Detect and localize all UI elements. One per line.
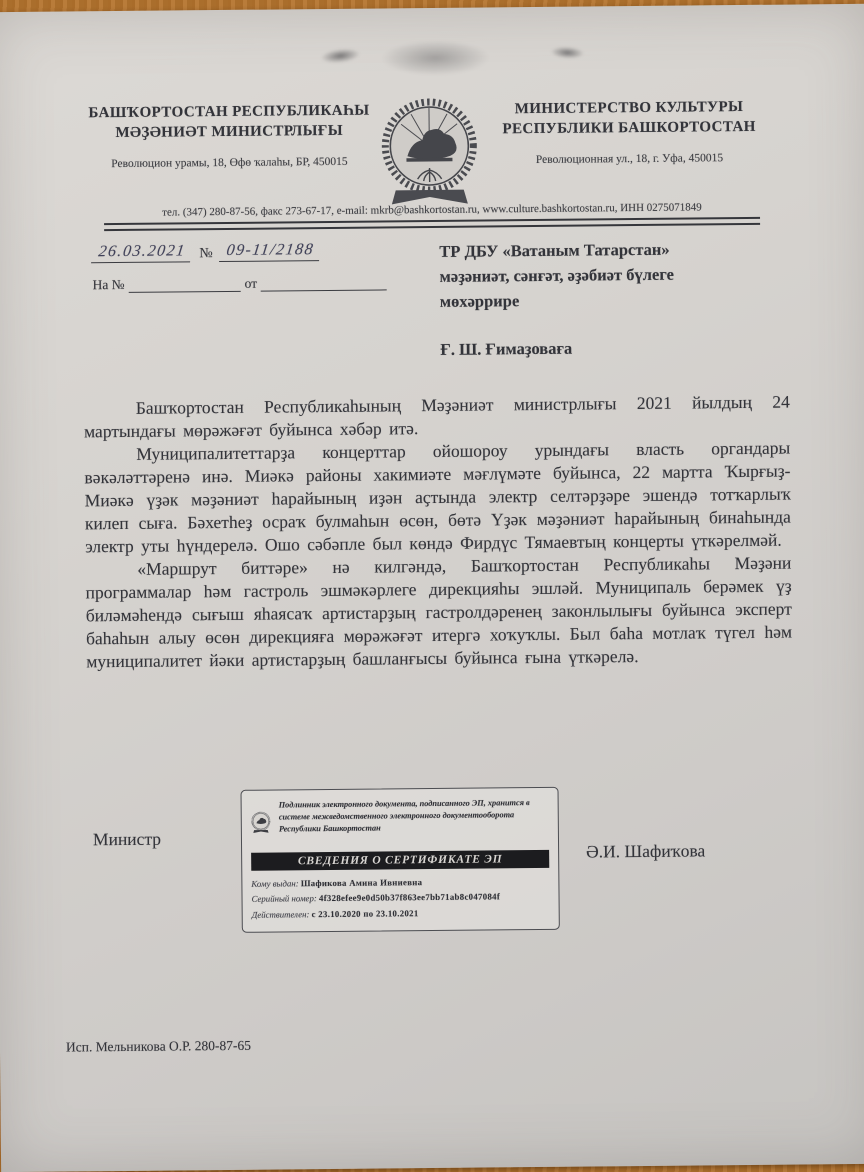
handwritten-date: 26.03.2021 [91,242,193,263]
stamp-header [251,795,549,848]
reply-number-blank [129,277,241,293]
ministry-title-bashkir-line2: МӘҘӘНИӘТ МИНИСТРЛЫҒЫ [79,121,379,144]
ministry-address-russian: Революционная ул., 18, г. Уфа, 450015 [479,151,779,166]
recipient-line2: мәҙәниәт, сәнғәт, әҙәбиәт бүлеге [439,262,769,290]
ministry-title-russian-line1: МИНИСТЕРСТВО КУЛЬТУРЫ [479,97,779,120]
ministry-title-bashkir [79,100,379,143]
validity-value: с 23.10.2020 по 23.10.2021 [312,908,419,919]
reply-date-blank [261,275,387,291]
letter-body [84,391,793,674]
bashkortostan-coat-of-arms-icon [379,94,480,213]
stamp-validity-line [252,905,550,924]
issued-to-value: Шафикова Амина Ивниевна [301,877,423,888]
signer-position: Министр [93,829,161,851]
letterhead-divider [104,217,760,231]
reference-block [92,240,432,293]
signer-name: Ә.И. Шафиҡова [586,840,705,862]
recipient-name: Ғ. Ш. Ғимаҙоваға [440,335,770,363]
paragraph-1: Башҡортостан Республикаһының Мәҙәниәт министрлығы 2021 йылдың 24 мартындағы мөрәжәғәт буйынса хәбәр итә. [84,391,790,444]
photographed-letter-page [0,4,864,1172]
stamp-coat-of-arms-icon [251,798,272,848]
letterhead-bashkir [79,100,380,169]
outgoing-number-line [92,240,432,263]
number-sign: № [199,246,213,262]
paragraph-3: «Маршрут биттәре» нә килгәндә, Башҡортостан Республикаһы Мәҙәни программалар һәм гастроль эшмәкәрлеге дирекцияһы эшләй. Муниципаль берәмек үҙ биләмәһендә сығыш яһаясаҡ артистарҙың гастролдәренең законлылығы буйынса эксперт баһаһын алыу өсөн дирекцияға мөрәжәғәт итергә хоҡуҡлы. Был баһа мотлаҡ түгел һәм муниципалитет йәки артистарҙың башланғысы буйынса ғына үткәрелә. [85,552,792,674]
paragraph-2: Муниципалитеттарҙа концерттар ойошороу урындағы власть органдары вәкәләттәренә инә. Миәкә районы хакимиәте мәғлүмәте буйынса, 22 мартта Ҡырғыҙ-Миәкә үҙәк мәҙәниәт һарайының иҙән аҫтында электр селтәрҙәре эшендә тотҡарлыҡ килеп сыға. Бәхетһеҙ осраҡ булмаһын өсөн, бөтә Үҙәк мәҙәниәт һарайының бинаһында электр уты һүндерелә. Ошо сәбәпле был көндә Фирдүс Тямаевтың концерты үткәрелмәй. [84,437,791,559]
ministry-title-russian-line2: РЕСПУБЛИКИ БАШКОРТОСТАН [479,117,779,140]
recipient-block [439,237,770,363]
scan-smudge [380,39,490,76]
stamp-header-text: Подлинник электронного документа, подписанного ЭП, хранится в системе межведомственного электронного документооборота Республики Башкортостан [279,795,549,836]
handwritten-number: 09-11/2188 [219,241,321,262]
scan-smudge [320,47,361,65]
issued-to-label: Кому выдан: [251,878,298,888]
contact-line: тел. (347) 280-87-56, факс 273-67-17, e-mail: mkrb@bashkortostan.ru, www.culture.bashkortostan.ru, ИНН 0275071849 [112,201,752,219]
stamp-title-bar: СВЕДЕНИЯ О СЕРТИФИКАТЕ ЭП [251,850,549,870]
digital-signature-stamp [240,787,559,933]
ministry-title-russian [479,97,779,140]
letterhead-russian [479,97,780,166]
recipient-line1: ТР ДБУ «Ватаным Татарстан» [439,237,769,265]
stamp-certificate-details [251,873,549,923]
validity-label: Действителен: [252,909,310,920]
reply-from-label: от [245,276,258,292]
executor-line: Исп. Мельникова О.Р. 280-87-65 [66,1038,251,1056]
letterhead [79,97,780,216]
recipient-line3: мөхәррире [440,286,770,314]
scan-smudge [550,46,585,60]
serial-value: 4f328efee9e0d50b37f863ee7bb71ab8c047084f [319,892,500,904]
ministry-title-bashkir-line1: БАШҠОРТОСТАН РЕСПУБЛИКАҺЫ [79,100,379,123]
serial-label: Серийный номер: [251,893,316,904]
reply-to-line [93,274,433,293]
reply-label: На № [93,277,125,293]
ministry-address-bashkir: Революцион урамы, 18, Өфө ҡалаһы, БР, 450015 [79,155,379,170]
